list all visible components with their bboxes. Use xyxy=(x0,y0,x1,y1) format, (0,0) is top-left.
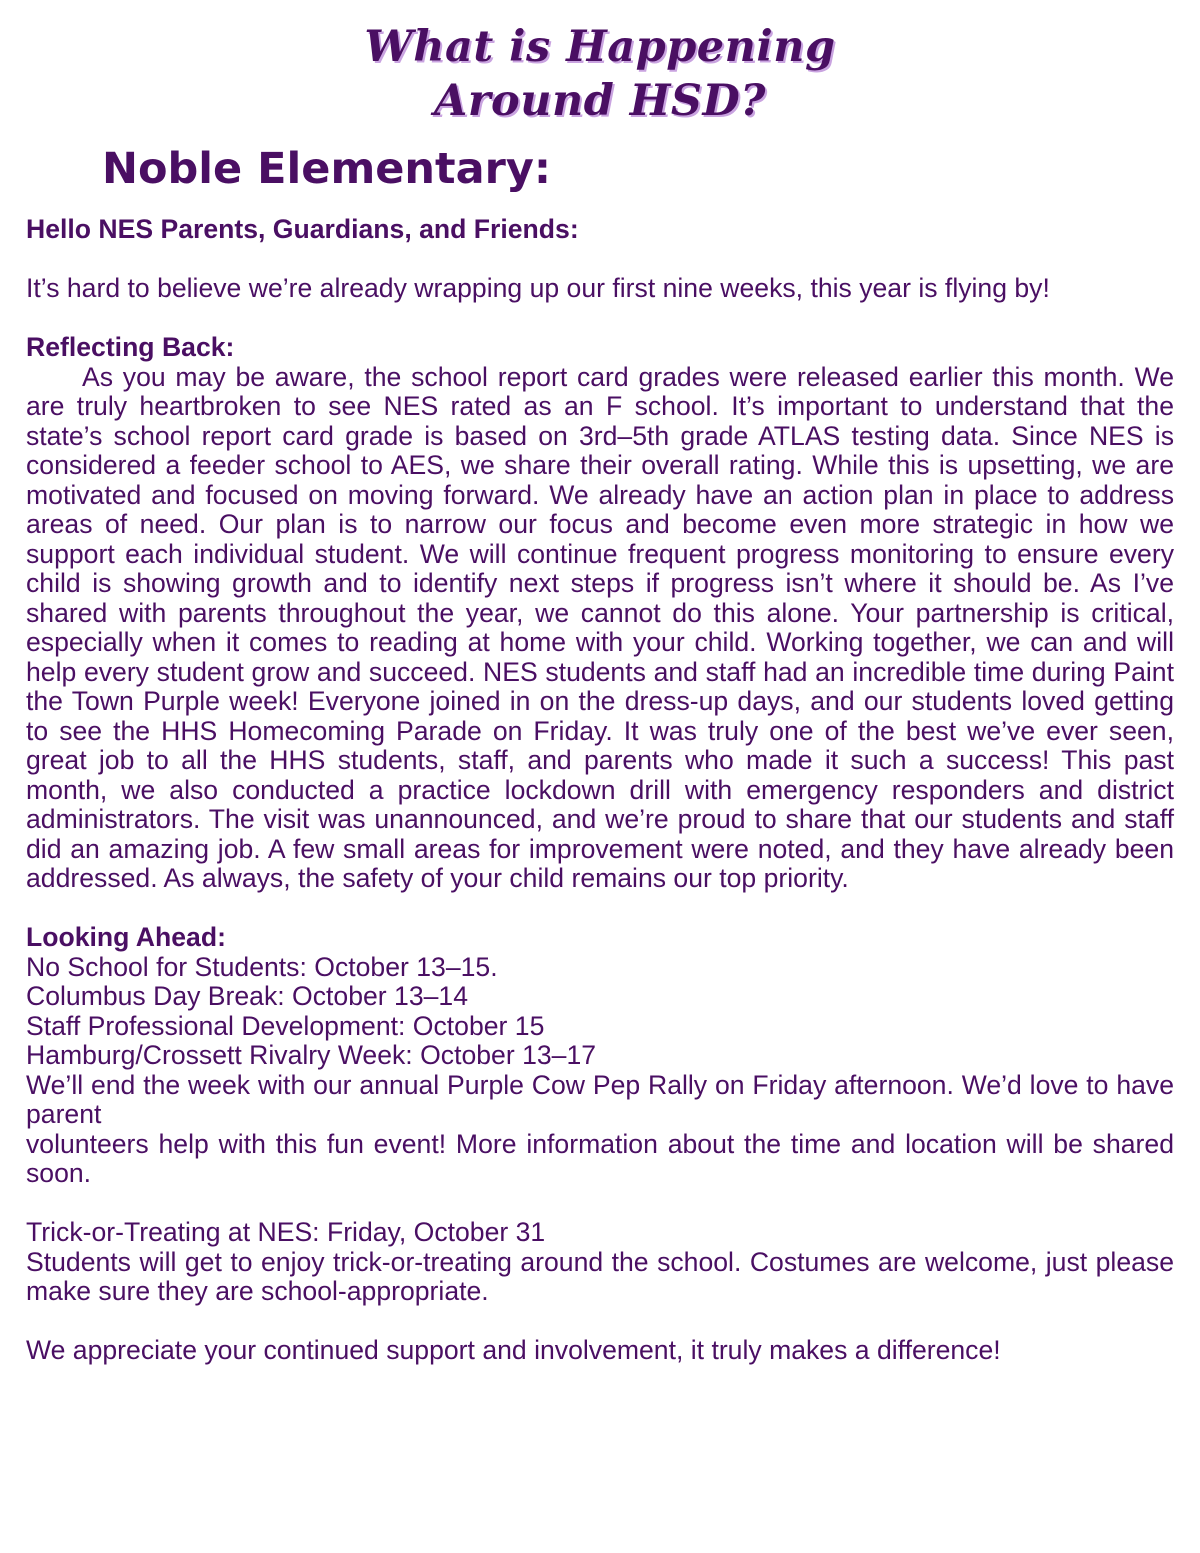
looking-ahead-heading: Looking Ahead: xyxy=(26,922,226,952)
letter-content xyxy=(26,215,1174,1366)
banner-line-2: Around HSD? xyxy=(434,76,766,126)
pep-rally-line-1: We’ll end the week with our annual Purple Cow Pep Rally on Friday afternoon. We’d love to have parent xyxy=(26,1069,1174,1129)
trick-or-treat-body: Students will get to enjoy trick-or-treating around the school. Costumes are welcome, just please make sure they are school-appropriate. xyxy=(26,1246,1174,1306)
reflecting-body: As you may be aware, the school report card grades were released earlier this month. We are truly heartbroken to see NES rated as an F school. It’s important to understand that the state’s school report card grade is based on 3rd–5th grade ATLAS testing data. Since NES is considered a feeder school to AES, we share their overall rating. While this is upsetting, we are motivated and focused on moving forward. We already have an action plan in place to address areas of need. Our plan is to narrow our focus and become even more strategic in how we support each individual student. We will continue frequent progress monitoring to ensure every child is showing growth and to identify next steps if progress isn’t where it should be. As I’ve shared with parents throughout the year, we cannot do this alone. Your partnership is critical, especially when it comes to reading at home with your child. Working together, we can and will help every student grow and succeed. NES students and staff had an incredible time during Paint the Town Purple week! Everyone joined in on the dress-up days, and our students loved getting to see the HHS Homecoming Parade on Friday. It was truly one of the best we’ve ever seen, great job to all the HHS students, staff, and parents who made it such a success! This past month, we also conducted a practice lockdown drill with emergency responders and district administrators. The visit was unannounced, and we’re proud to share that our students and staff did an amazing job. A few small areas for improvement were noted, and they have already been addressed. As always, the safety of your child remains our top priority. xyxy=(26,361,1174,893)
trick-or-treat-heading: Trick-or-Treating at NES: Friday, October 31 xyxy=(26,1217,546,1247)
greeting: Hello NES Parents, Guardians, and Friends: xyxy=(26,214,579,244)
spacer xyxy=(26,245,1174,275)
pep-rally-line-2: volunteers help with this fun event! More information about the time and location will be shared soon. xyxy=(26,1128,1174,1188)
spacer xyxy=(26,1189,1174,1219)
reflecting-heading: Reflecting Back: xyxy=(26,332,235,362)
date-item: Hamburg/Crossett Rivalry Week: October 13–17 xyxy=(26,1040,597,1070)
date-item: No School for Students: October 13–15. xyxy=(26,951,498,982)
date-item: Staff Professional Development: October 15 xyxy=(26,1010,545,1041)
spacer xyxy=(26,1307,1174,1337)
intro-paragraph: It’s hard to believe we’re already wrapping up our first nine weeks, this year is flying by! xyxy=(26,273,1050,303)
banner-title xyxy=(0,20,1200,128)
spacer xyxy=(26,304,1174,334)
spacer xyxy=(26,894,1174,924)
closing-paragraph: We appreciate your continued support and involvement, it truly makes a difference! xyxy=(26,1335,1001,1365)
date-item: Columbus Day Break: October 13–14 xyxy=(26,981,468,1011)
school-title: Noble Elementary: xyxy=(102,144,552,194)
banner-line-1: What is Happening xyxy=(364,22,836,72)
